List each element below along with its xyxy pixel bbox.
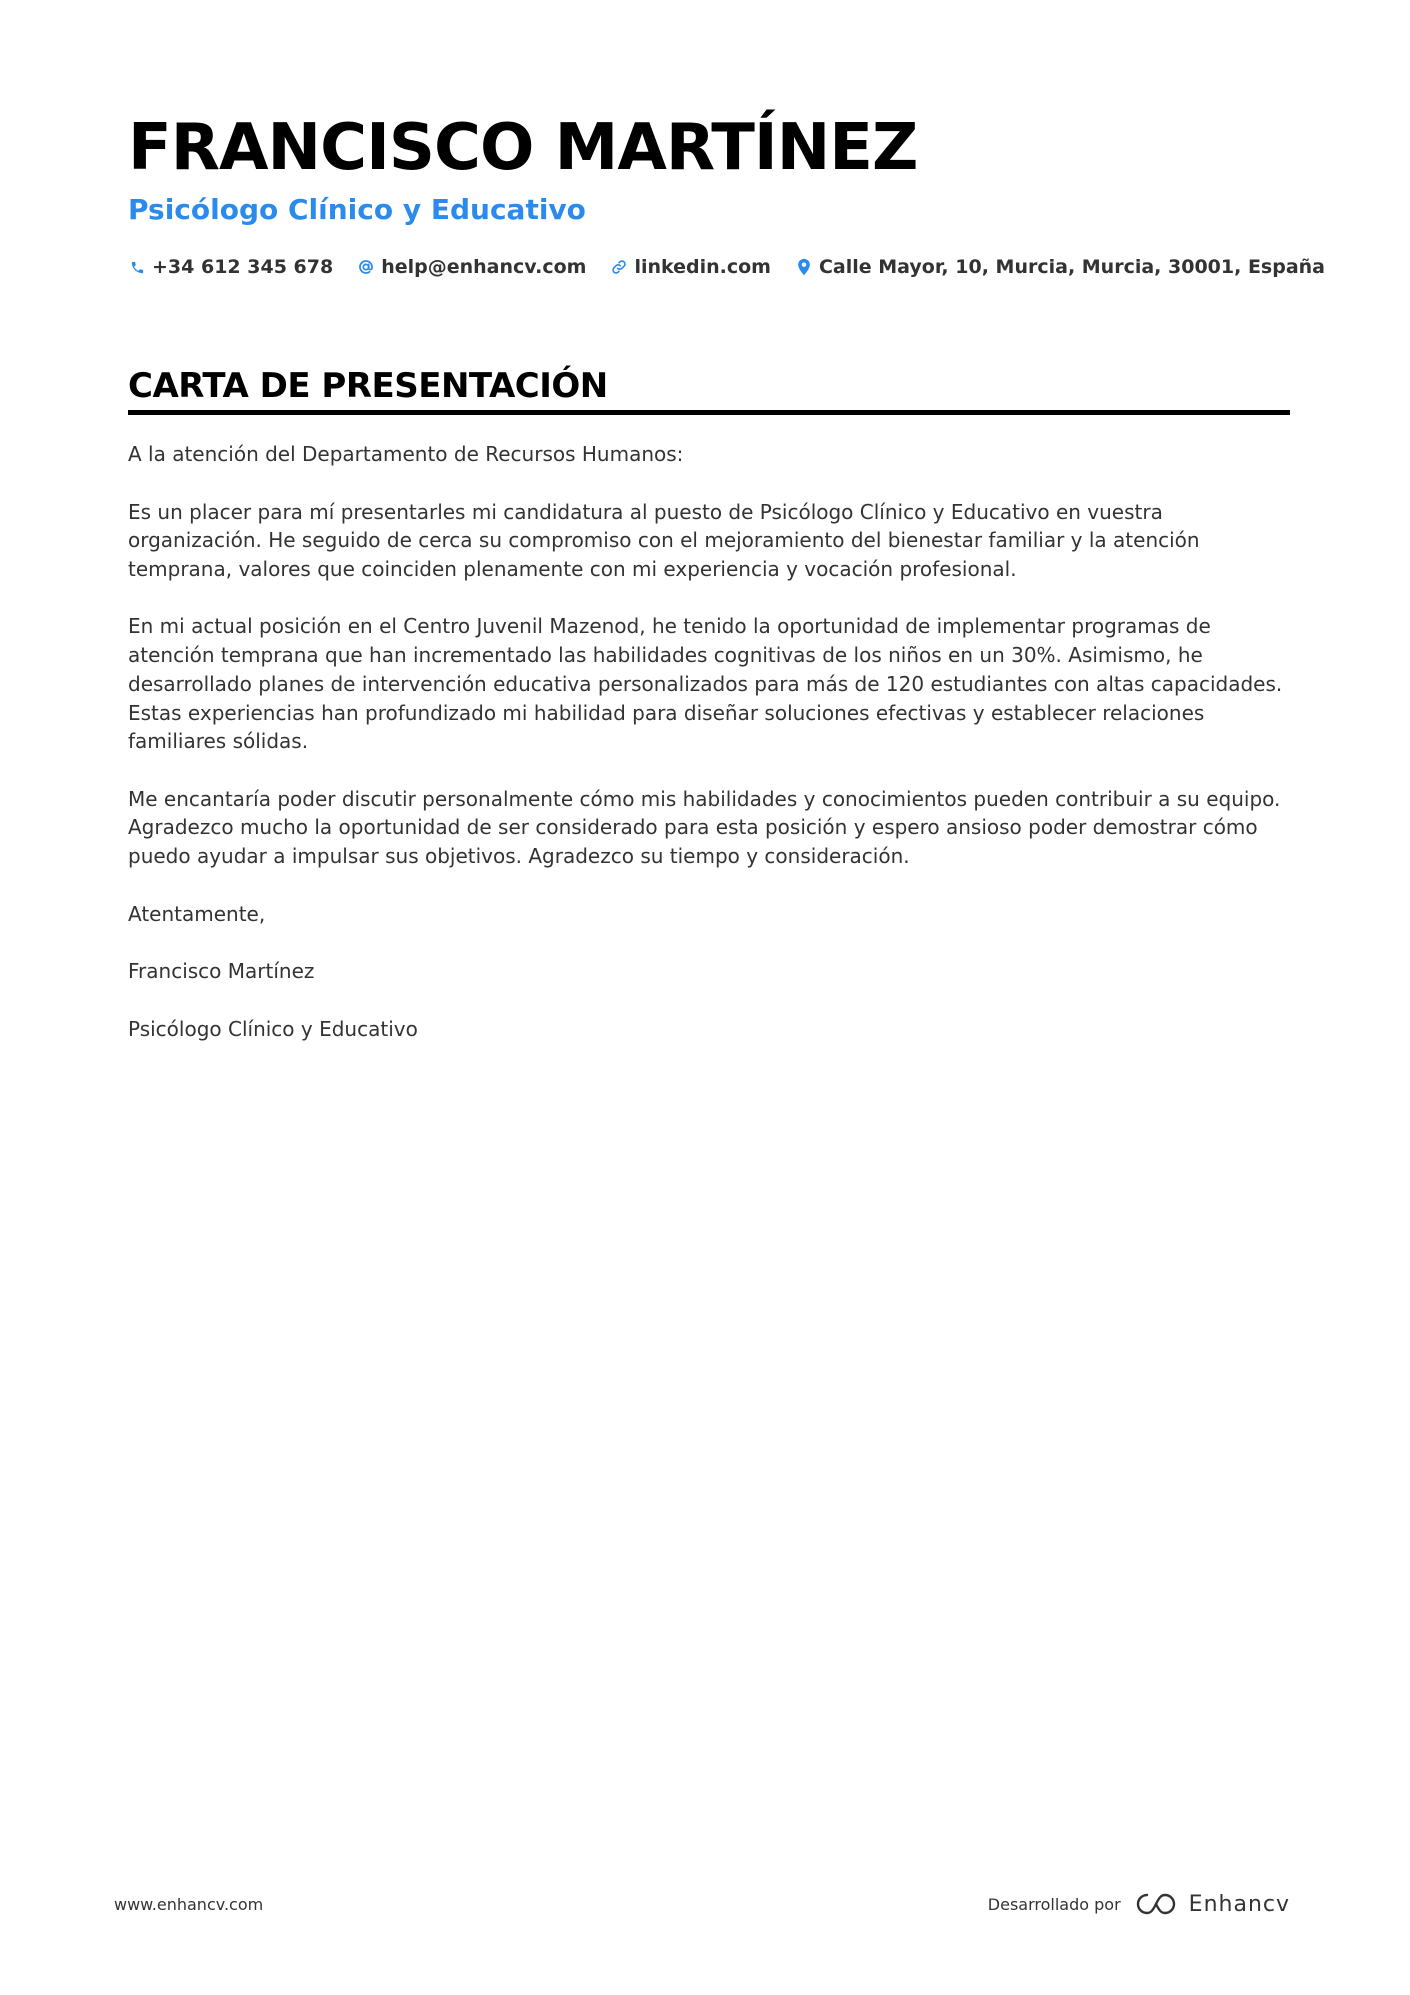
contact-phone-text: +34 612 345 678 <box>152 256 334 278</box>
enhancv-logo-icon <box>1133 1891 1179 1917</box>
signature-title: Psicólogo Clínico y Educativo <box>128 1016 418 1041</box>
contact-linkedin-text[interactable]: linkedin.com <box>634 256 771 278</box>
letter-paragraph-3: Me encantaría poder discutir personalmente cómo mis habilidades y conocimientos pueden contribuir a su equipo. Agradezco mucho la oportunidad de ser considerado para esta posición y espero ansioso poder demostrar cómo puedo ayudar a impulsar sus objetivos. Agradezco su tiempo y consideración. <box>128 786 1281 869</box>
contact-address-text: Calle Mayor, 10, Murcia, Murcia, 30001, España <box>818 256 1325 278</box>
letter-closing: Atentamente, <box>128 901 266 926</box>
section-title: CARTA DE PRESENTACIÓN <box>128 366 608 406</box>
link-icon <box>610 257 628 277</box>
phone-icon <box>128 257 146 277</box>
contact-phone <box>128 256 333 278</box>
letter-paragraph-1: Es un placer para mí presentarles mi candidatura al puesto de Psicólogo Clínico y Educativo en vuestra organización. He seguido de cerca su compromiso con el mejoramiento del bienestar familiar y la atención temprana, valores que coinciden plenamente con mi experiencia y vocación profesional. <box>128 499 1200 581</box>
contact-address <box>795 256 1325 278</box>
contact-bar <box>128 252 1349 282</box>
powered-by-label: Desarrollado por <box>987 1894 1121 1914</box>
contact-email[interactable] <box>357 256 586 278</box>
letter-greeting: A la atención del Departamento de Recursos Humanos: <box>128 442 684 466</box>
candidate-name: FRANCISCO MARTÍNEZ <box>128 111 918 185</box>
at-icon <box>357 257 375 277</box>
signature-name: Francisco Martínez <box>128 959 315 984</box>
contact-linkedin[interactable] <box>610 256 771 278</box>
candidate-title: Psicólogo Clínico y Educativo <box>128 193 586 226</box>
footer-website-link[interactable]: www.enhancv.com <box>114 1895 264 1914</box>
section-divider <box>128 410 1290 415</box>
footer-branding[interactable] <box>988 1884 1290 1924</box>
location-pin-icon <box>795 257 813 277</box>
enhancv-brand-name: Enhancv <box>1188 1891 1290 1917</box>
letter-body <box>128 440 1290 1072</box>
letter-paragraph-2: En mi actual posición en el Centro Juvenil Mazenod, he tenido la oportunidad de implementar programas de atención temprana que han incrementado las habilidades cognitivas de los niños en un 30%. Asimismo, he desarrollado planes de intervención educativa personalizados para más de 120 estudiantes con altas capacidades. Estas experiencias han profundizado mi habilidad para diseñar soluciones efectivas y establecer relaciones familiares sólidas. <box>128 614 1283 754</box>
contact-email-text[interactable]: help@enhancv.com <box>381 256 587 278</box>
